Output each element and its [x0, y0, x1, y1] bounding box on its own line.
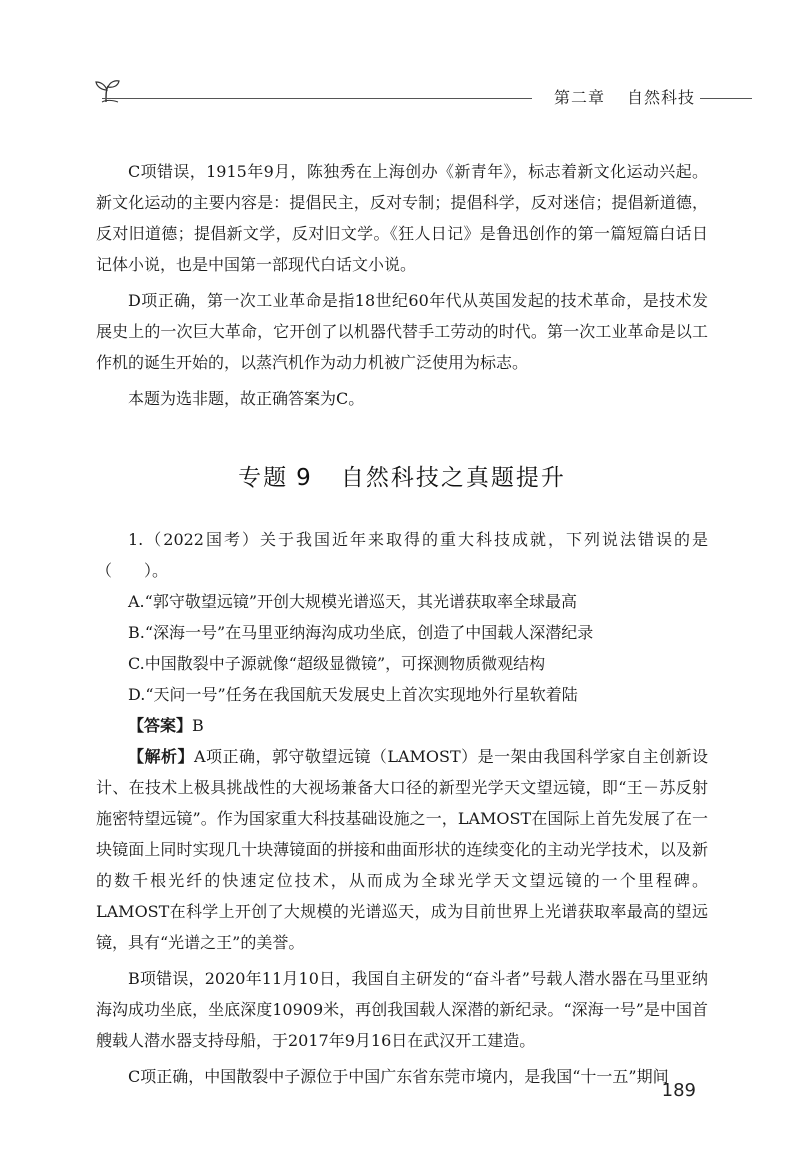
section-title: 自然科技之真题提升: [340, 465, 566, 491]
chapter-label: 第二章: [554, 88, 606, 107]
analysis-a-text: A项正确，郭守敬望远镜（LAMOST）是一架由我国科学家自主创新设计、在技术上极具挑战性的大视场兼备大口径的新型光学天文望远镜，即“王－苏反射施密特望远镜”。作为国家重大科技基础设施之一，LAMOST在国际上首先发展了在一块镜面上同时实现几十块薄镜面的拼接和曲面形状的连续变化的主动光学技术，以及新的数千根光纤的快速定位技术，从而成为全球光学天文望远镜的一个里程碑。LAMOST在科学上开创了大规模的光谱巡天，成为目前世界上光谱获取率最高的望远镜，具有“光谱之王”的美誉。: [96, 747, 708, 952]
answer-line: [96, 710, 708, 741]
analysis-d-paragraph: D项正确，第一次工业革命是指18世纪60年代从英国发起的技术革命，是技术发展史上的一次巨大革命，它开创了以机器代替手工劳动的时代。第一次工业革命是以工作机的诞生开始的，以蒸汽机作为动力机被广泛使用为标志。: [96, 291, 708, 372]
conclusion-paragraph: 本题为选非题，故正确答案为C。: [128, 389, 365, 408]
section-number: 9: [296, 465, 313, 491]
section-heading: [96, 459, 708, 492]
page-number: 189: [661, 1080, 696, 1101]
option-d: D.“天问一号”任务在我国航天发展史上首次实现地外行星软着陆: [128, 685, 578, 704]
answer-label: 【答案】: [128, 716, 193, 735]
header-text: [554, 85, 695, 108]
subject-label: 自然科技: [627, 88, 696, 107]
option-c: C.中国散裂中子源就像“超级显微镜”，可探测物质微观结构: [128, 654, 546, 673]
section-prefix: 专题: [238, 465, 289, 491]
option-a: A.“郭守敬望远镜”开创大规模光谱巡天，其光谱获取率全球最高: [128, 592, 578, 611]
running-header: [92, 78, 752, 108]
sprout-icon: [92, 78, 122, 104]
question-stem: 1.（2022国考）关于我国近年来取得的重大科技成就，下列说法错误的是（ ）。: [96, 530, 708, 580]
analysis-c-paragraph: C项错误，1915年9月，陈独秀在上海创办《新青年》，标志着新文化运动兴起。新文化运动的主要内容是：提倡民主，反对专制；提倡科学，反对迷信；提倡新道德，反对旧道德；提倡新文学，反对旧文学。《狂人日记》是鲁迅创作的第一篇短篇白话日记体小说，也是中国第一部现代白话文小说。: [96, 162, 708, 274]
analysis-c2-paragraph: C项正确，中国散裂中子源位于中国广东省东莞市境内，是我国“十一五”期间: [128, 1067, 669, 1086]
option-b: B.“深海一号”在马里亚纳海沟成功坐底，创造了中国载人深潜纪录: [128, 623, 594, 642]
header-rule-left: [102, 98, 532, 99]
header-rule-right: [700, 98, 752, 99]
analysis-b-paragraph: B项错误，2020年11月10日，我国自主研发的“奋斗者”号载人潜水器在马里亚纳海沟成功坐底，坐底深度10909米，再创我国载人深潜的新纪录。“深海一号”是中国首艘载人潜水器支持母船，于2017年9月16日在武汉开工建造。: [96, 969, 708, 1050]
analysis-label: 【解析】: [128, 747, 194, 766]
page-content: [96, 156, 708, 1092]
analysis-a-paragraph: [96, 741, 708, 958]
answer-value: B: [192, 716, 204, 735]
